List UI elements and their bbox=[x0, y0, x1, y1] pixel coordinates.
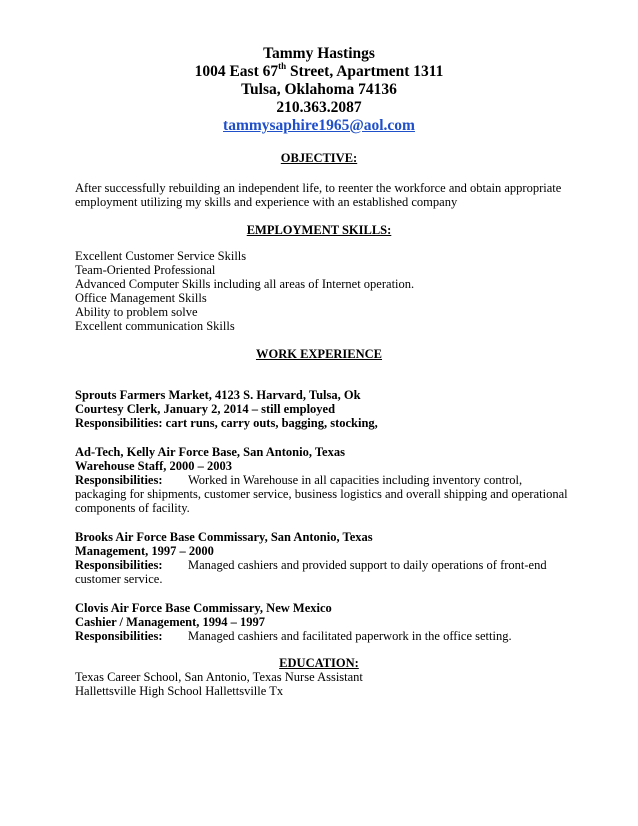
skill-item: Advanced Computer Skills including all areas of Internet operation. bbox=[75, 277, 415, 291]
skills-heading: EMPLOYMENT SKILLS: bbox=[246, 223, 392, 237]
responsibilities-label: Responsibilities: bbox=[75, 629, 163, 643]
job-entry bbox=[75, 601, 575, 643]
education-list bbox=[75, 670, 575, 698]
skill-item: Team-Oriented Professional bbox=[75, 263, 216, 277]
education-heading: EDUCATION: bbox=[279, 656, 359, 670]
job-responsibilities bbox=[75, 416, 575, 430]
responsibilities-text: Worked in Warehouse in all capacities including inventory control, bbox=[188, 473, 523, 487]
objective-line: After successfully rebuilding an independent life, to reenter the workforce and obtain appropriate bbox=[75, 181, 562, 195]
skill-item: Office Management Skills bbox=[75, 291, 207, 305]
responsibilities-label: Responsibilities: bbox=[75, 473, 163, 487]
job-employer: Brooks Air Force Base Commissary, San Antonio, Texas bbox=[75, 530, 373, 544]
phone-number: 210.363.2087 bbox=[276, 99, 362, 116]
job-responsibilities bbox=[75, 473, 575, 487]
responsibilities-text: cart runs, carry outs, bagging, stocking, bbox=[162, 416, 378, 430]
work-heading: WORK EXPERIENCE bbox=[255, 347, 383, 361]
job-employer: Sprouts Farmers Market, 4123 S. Harvard, Tulsa, Ok bbox=[75, 388, 361, 402]
applicant-name: Tammy Hastings bbox=[263, 45, 375, 62]
responsibilities-text: Managed cashiers and facilitated paperwork in the office setting. bbox=[188, 629, 512, 643]
job-employer: Ad-Tech, Kelly Air Force Base, San Antonio, Texas bbox=[75, 445, 345, 459]
objective-heading: OBJECTIVE: bbox=[280, 151, 358, 165]
city-state-zip: Tulsa, Oklahoma 74136 bbox=[241, 81, 397, 98]
skill-item: Excellent Customer Service Skills bbox=[75, 249, 247, 263]
skills-list bbox=[75, 249, 575, 333]
job-position: Cashier / Management, 1994 – 1997 bbox=[75, 615, 266, 629]
responsibilities-text: components of facility. bbox=[75, 501, 190, 515]
address-part: 1004 East 67 bbox=[194, 63, 279, 80]
job-entry bbox=[75, 445, 575, 515]
responsibilities-text: Managed cashiers and provided support to daily operations of front-end bbox=[188, 558, 547, 572]
job-position: Management, 1997 – 2000 bbox=[75, 544, 214, 558]
skill-item: Ability to problem solve bbox=[75, 305, 198, 319]
responsibilities-label: Responsibilities: bbox=[75, 416, 163, 430]
job-position: Courtesy Clerk, January 2, 2014 – still employed bbox=[75, 402, 336, 416]
job-entry bbox=[75, 530, 575, 586]
contact-header bbox=[0, 45, 638, 135]
education-item: Hallettsville High School Hallettsville Tx bbox=[75, 684, 284, 698]
responsibilities-text: customer service. bbox=[75, 572, 163, 586]
objective-line: employment utilizing my skills and experience with an established company bbox=[75, 195, 458, 209]
skill-item: Excellent communication Skills bbox=[75, 319, 235, 333]
email-link[interactable]: tammysaphire1965@aol.com bbox=[223, 117, 415, 134]
responsibilities-text: packaging for shipments, customer service, business logistics and overall shipping and operational bbox=[75, 487, 568, 501]
job-entry bbox=[75, 388, 575, 430]
job-employer: Clovis Air Force Base Commissary, New Mexico bbox=[75, 601, 332, 615]
education-item: Texas Career School, San Antonio, Texas Nurse Assistant bbox=[75, 670, 363, 684]
job-position: Warehouse Staff, 2000 – 2003 bbox=[75, 459, 233, 473]
responsibilities-label: Responsibilities: bbox=[75, 558, 163, 572]
job-responsibilities bbox=[75, 629, 575, 643]
job-responsibilities bbox=[75, 558, 575, 572]
street-address bbox=[0, 63, 638, 81]
ordinal-suffix: th bbox=[278, 61, 287, 71]
address-part: Street, Apartment 1311 bbox=[286, 63, 444, 80]
objective-text bbox=[75, 181, 575, 209]
